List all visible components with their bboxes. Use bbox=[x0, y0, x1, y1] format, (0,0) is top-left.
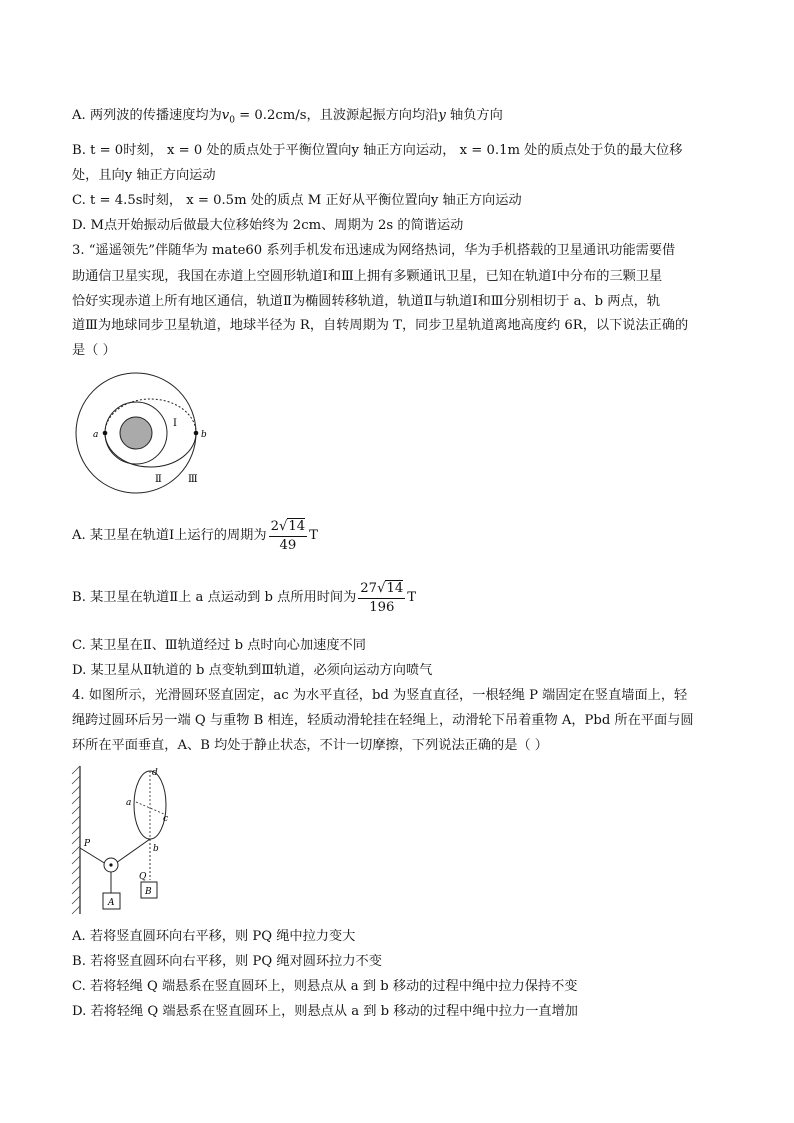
q3-option-c: C. 某卫星在Ⅱ、Ⅲ轨道经过 b 点时向心加速度不同 bbox=[72, 638, 366, 653]
q2-option-b-line1: B. t = 0时刻， x = 0 处的质点处于平衡位置向y 轴正方向运动， x = 0.1m 处的质点处于负的最大位移 bbox=[72, 143, 683, 158]
q3-option-b-fraction: $\frac{27√14}{196}$ bbox=[360, 581, 404, 615]
label-p: P bbox=[84, 839, 91, 849]
q4-option-c: C. 若将轻绳 Q 端悬系在竖直圆环上，则悬点从 a 到 b 移动的过程中绳中拉力保持不变 bbox=[72, 979, 578, 994]
label-b: b bbox=[201, 430, 207, 440]
wall-hatching bbox=[72, 766, 80, 914]
rope-p-to-pulley bbox=[80, 848, 106, 864]
q2-option-d: D. M点开始振动后做最大位移始终为 2cm、周期为 2s 的简谐运动 bbox=[72, 218, 464, 233]
q3-orbit-figure bbox=[72, 368, 242, 498]
q4-stem-line2: 绳跨过圆环后另一端 Q 与重物 B 相连，轻质动滑轮挂在轻绳上，动滑轮下吊着重物 A，Pbd 所在平面与圆 bbox=[72, 713, 694, 728]
q3-option-a: A. 某卫星在轨道Ⅰ上运行的周期为 $\frac{2√14}{49}$ T bbox=[72, 519, 318, 553]
label-a: a bbox=[93, 430, 99, 440]
rope-pulley-to-ring bbox=[116, 839, 150, 863]
q4-option-a: A. 若将竖直圆环向右平移，则 PQ 绳中拉力变大 bbox=[72, 929, 356, 944]
pulley-axle bbox=[109, 863, 112, 866]
label-orbit-iii: Ⅲ bbox=[188, 474, 198, 485]
q3-option-d: D. 某卫星从Ⅱ轨道的 b 点变轨到Ⅲ轨道，必须向运动方向喷气 bbox=[72, 663, 433, 678]
label-weight-a: A bbox=[108, 898, 115, 908]
q4-stem-line3: 环所在平面垂直，A、B 均处于静止状态，不计一切摩擦，下列说法正确的是（ ） bbox=[72, 738, 548, 753]
q2-option-c: C. t = 4.5s时刻， x = 0.5m 处的质点 M 正好从平衡位置向y 轴正方向运动 bbox=[72, 193, 522, 208]
q3-stem-line1: 3. “遥遥领先”伴随华为 mate60 系列手机发布迅速成为网络热词，华为手机搭载的卫星通讯功能需要借 bbox=[72, 243, 676, 258]
q3-stem-line5: 是（ ） bbox=[72, 343, 116, 358]
q3-stem-line3: 恰好实现赤道上所有地区通信，轨道Ⅱ为椭圆转移轨道，轨道Ⅱ与轨道Ⅰ和Ⅲ分别相切于 a、b 两点，轨 bbox=[72, 294, 661, 309]
label-c: c bbox=[163, 814, 169, 824]
label-weight-b: B bbox=[145, 887, 152, 897]
label-orbit-ii: Ⅱ bbox=[155, 474, 162, 485]
label-a: a bbox=[126, 798, 132, 808]
q4-pulley-figure bbox=[66, 762, 196, 920]
q3-option-a-fraction: $\frac{2√14}{49}$ bbox=[270, 519, 306, 553]
label-q: Q bbox=[139, 872, 147, 882]
earth-disc bbox=[120, 417, 152, 449]
q4-option-b: B. 若将竖直圆环向右平移，则 PQ 绳对圆环拉力不变 bbox=[72, 954, 382, 969]
q3-stem-line2: 助通信卫星实现，我国在赤道上空圆形轨道Ⅰ和Ⅲ上拥有多颗通讯卫星，已知在轨道Ⅰ中分布的三颗卫星 bbox=[72, 269, 663, 284]
point-b-dot bbox=[194, 431, 199, 436]
label-d: d bbox=[152, 768, 158, 778]
q2-option-b-line2: 处，且向y 轴正方向运动 bbox=[72, 168, 216, 183]
q3-stem-line4: 道Ⅲ为地球同步卫星轨道，地球半径为 R，自转周期为 T，同步卫星轨道离地高度约 6R，以下说法正确的 bbox=[72, 318, 689, 333]
q3-option-b: B. 某卫星在轨道Ⅱ上 a 点运动到 b 点所用时间为 $\frac{27√14}{196}$ T bbox=[72, 581, 417, 615]
point-a-dot bbox=[103, 431, 108, 436]
q4-stem-line1: 4. 如图所示，光滑圆环竖直固定，ac 为水平直径，bd 为竖直直径，一根轻绳 P 端固定在竖直墙面上，轻 bbox=[72, 688, 688, 703]
label-orbit-i: Ⅰ bbox=[173, 418, 177, 429]
q4-option-d: D. 若将轻绳 Q 端悬系在竖直圆环上，则悬点从 a 到 b 移动的过程中绳中拉力一直增加 bbox=[72, 1004, 578, 1019]
q2-option-a: A. 两列波的传播速度均为$v_0 = 0.2cm/s$，且波源起振方向均沿y 轴负方向 bbox=[72, 108, 503, 126]
label-b: b bbox=[153, 844, 159, 854]
